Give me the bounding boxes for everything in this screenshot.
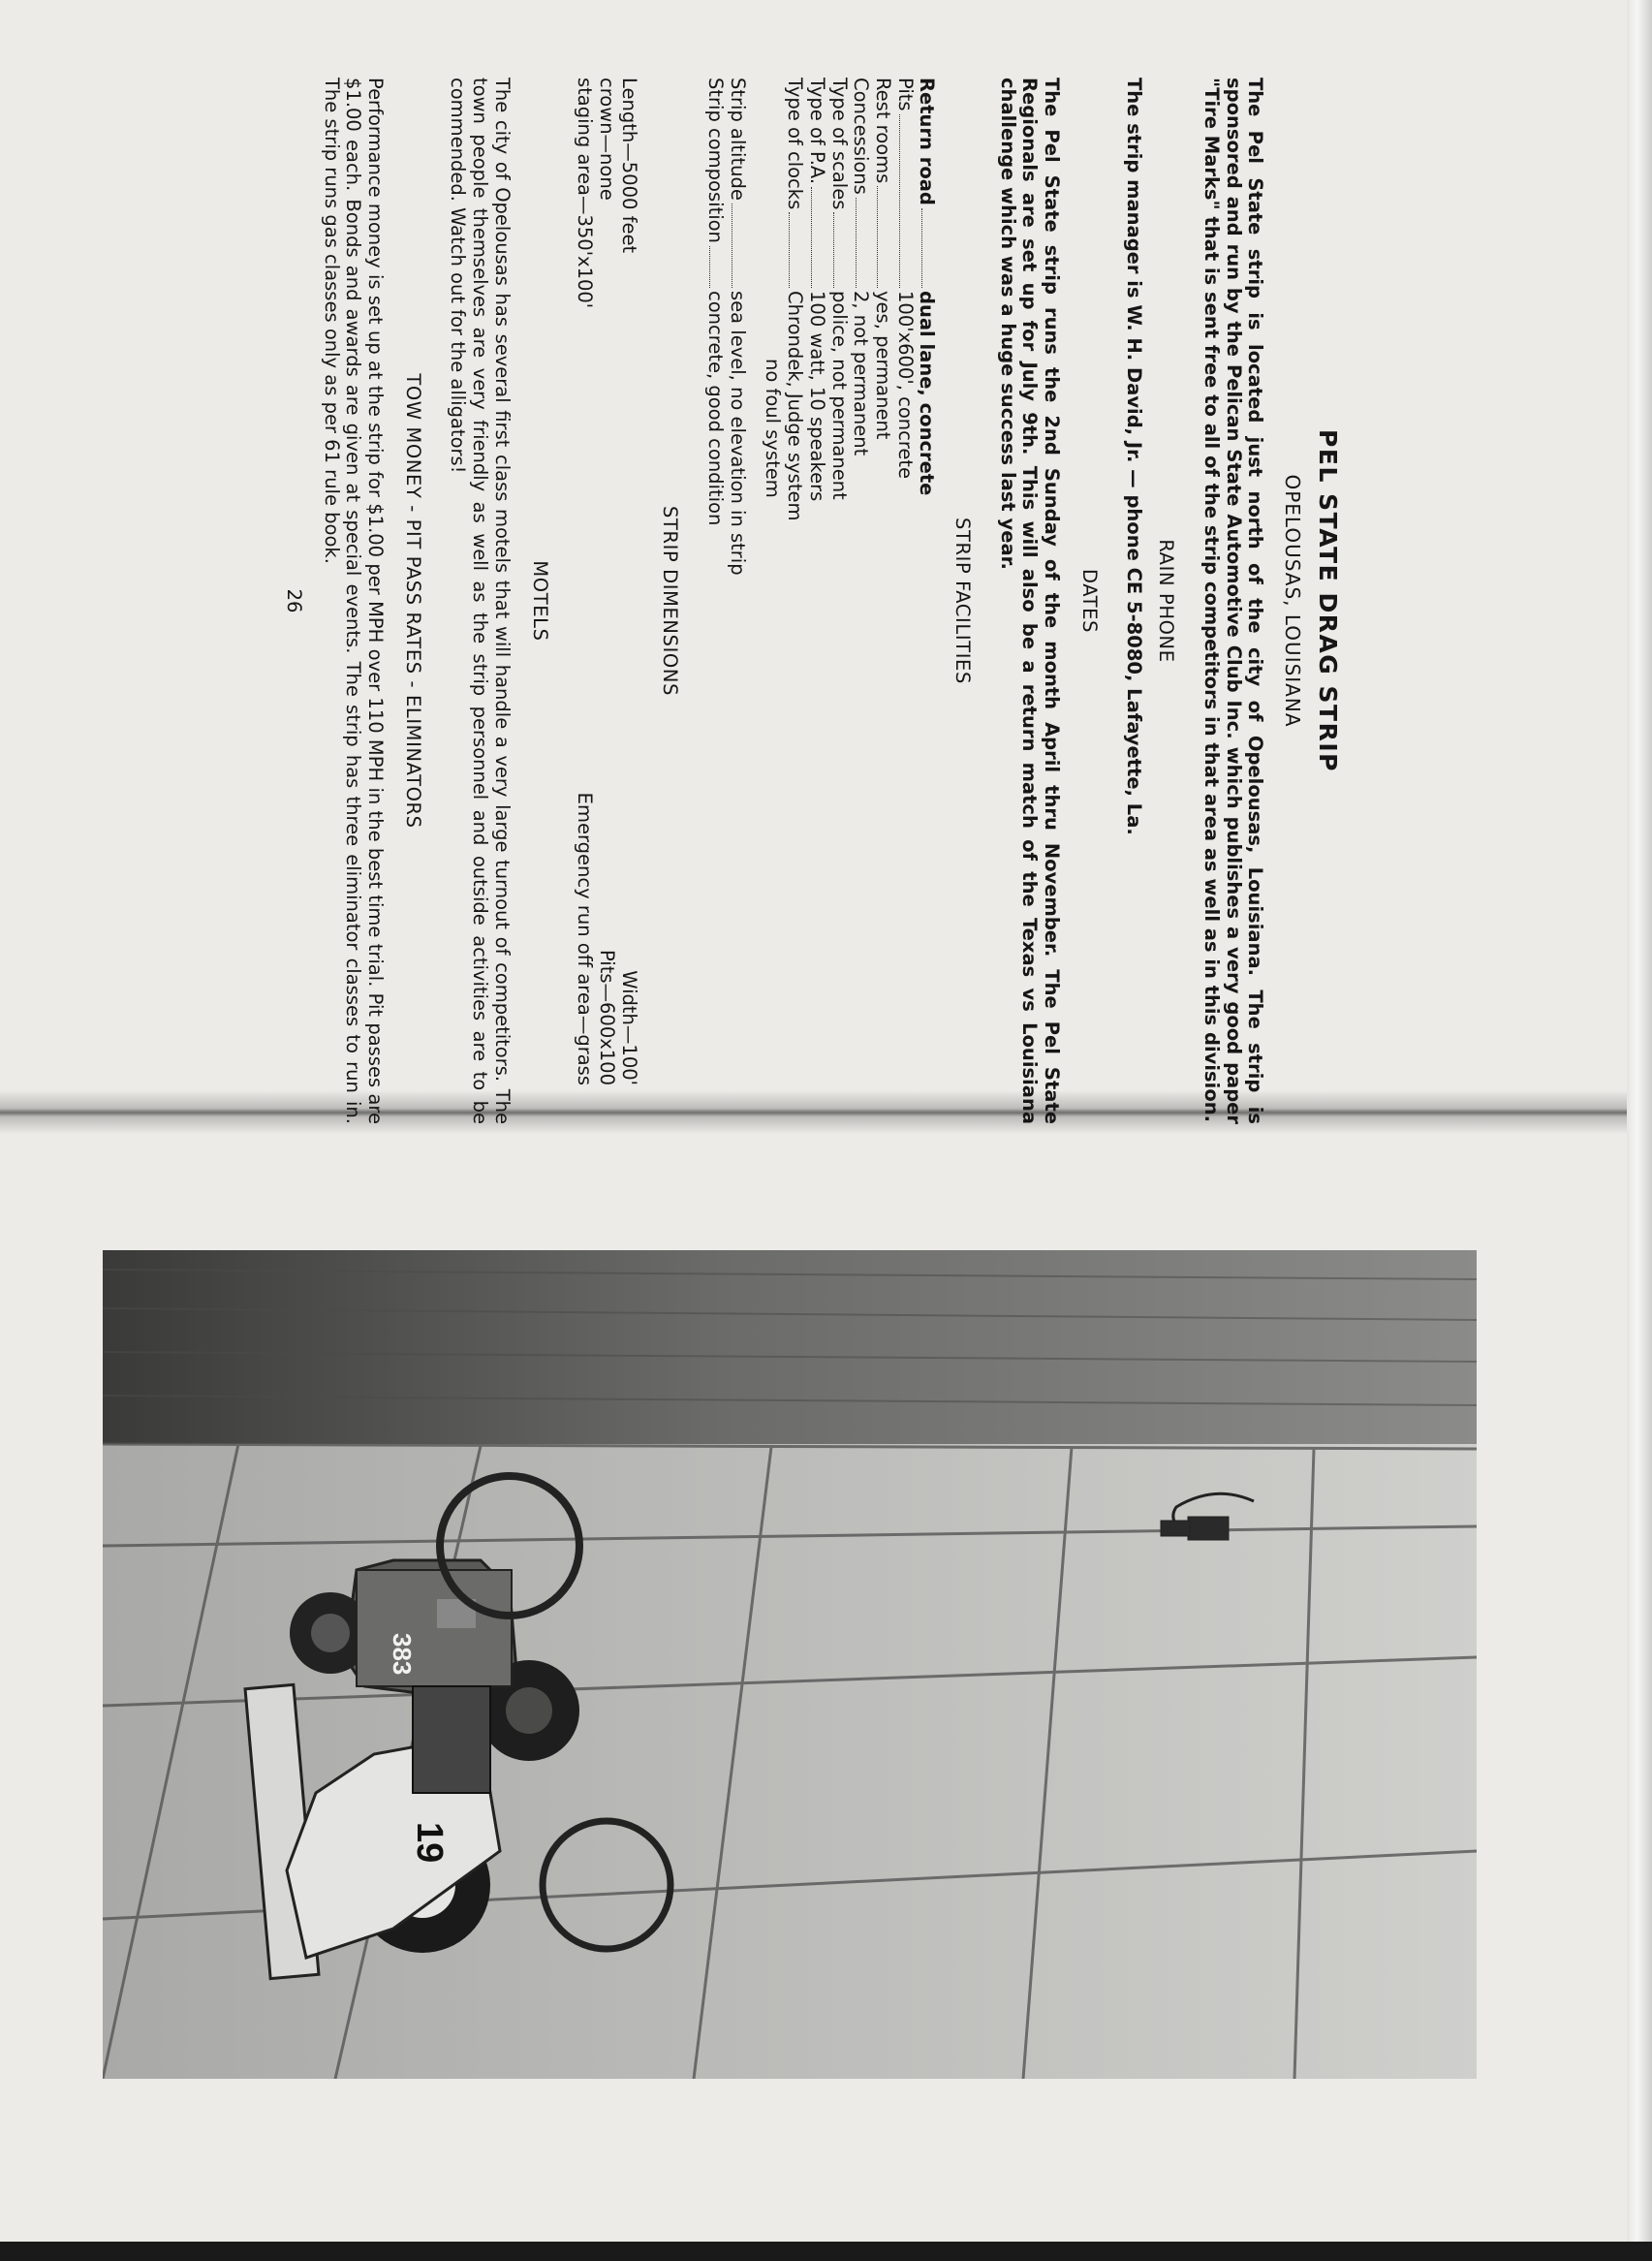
dimension-emergency: Emergency run off area—grass	[574, 792, 597, 1085]
facility-value: dual lane, concrete	[916, 291, 939, 496]
manager-line: The strip manager is W. H. David, Jr. — phone CE 5-8080, Lafayette, La.	[1123, 78, 1146, 835]
svg-text:383: 383	[388, 1633, 417, 1676]
facility-row	[871, 78, 893, 1124]
facility-value: police, not permanent	[827, 291, 851, 500]
intro-paragraph: The Pel State strip is located just north of the city of Opelousas, Louisiana. The strip is sponsored and run by the Pelican State Automotive Club Inc. which publishes a very good paper "Tire Marks" that is sent free to all of the strip competitors in that area as well as in this division.	[1200, 78, 1267, 1124]
dimension-staging: staging area—350'x100'	[574, 78, 597, 309]
dimensions-heading: STRIP DIMENSIONS	[659, 505, 682, 697]
facility-value: 100'x600', concrete	[893, 291, 917, 480]
facility-row	[893, 78, 916, 1124]
dates-heading: DATES	[1077, 568, 1101, 634]
facility-row	[762, 78, 784, 1124]
facility-label: Type of P.A.	[805, 78, 828, 185]
page-number: 26	[282, 588, 305, 613]
rain-phone-heading: RAIN PHONE	[1155, 539, 1178, 663]
facility-label: Strip altitude	[726, 78, 749, 201]
tow-money-heading: TOW MONEY - PIT PASS RATES - ELIMINATORS	[401, 373, 424, 829]
page-title: PEL STATE DRAG STRIP	[1314, 429, 1342, 772]
facility-value: sea level, no elevation in strip	[726, 291, 749, 576]
facility-value: 100 watt, 10 speakers	[805, 291, 828, 502]
facilities-list	[703, 78, 937, 1124]
dates-paragraph: The Pel State strip runs the 2nd Sunday of the month April thru November. The Pel State Regionals are set up for July 9th. This will also be a return match of the Texas vs Louisiana challenge which was a huge success last year.	[996, 78, 1064, 1124]
facility-label: Concessions	[850, 78, 873, 195]
dimensions-right	[574, 793, 639, 1124]
dimension-pits: Pits—600x100	[595, 949, 618, 1085]
tow-money-paragraph: Performance money is set up at the strip for $1.00 per MPH over 110 MPH in the best time trial. Pit passes are $1.00 each. Bonds and awards are given at special events. The strip has three eliminator classes to run in. The strip runs gas classes only as per 61 rule book.	[320, 78, 388, 1124]
page-subtitle: OPELOUSAS, LOUISIANA	[1281, 474, 1304, 728]
dimension-length: Length—5000 feet	[617, 78, 640, 254]
motels-paragraph: The city of Opelousas has several first class motels that will handle a very large turnout of competitors. The town people themselves are very friendly as well as the strip personnel and outside activities are to be commended. Watch out for the alligators!	[447, 78, 514, 1124]
facility-label: Type of clocks	[784, 78, 807, 210]
facility-label: Return road	[916, 78, 939, 205]
dimensions-left	[574, 78, 639, 308]
facility-row	[827, 78, 850, 1124]
facility-value: yes, permanent	[871, 291, 894, 440]
facility-label: Type of scales	[827, 78, 851, 210]
motels-heading: MOTELS	[528, 560, 551, 642]
facility-value: no foul system	[762, 359, 785, 498]
dimension-crown: crown—none	[595, 78, 618, 201]
facility-row	[726, 78, 748, 1124]
facilities-heading: STRIP FACILITIES	[951, 518, 974, 684]
facility-label: Pits	[893, 78, 917, 111]
page-edge	[1627, 0, 1652, 2261]
facility-value: 2, not permanent	[850, 291, 873, 456]
dimension-width: Width—100'	[617, 970, 640, 1085]
facility-row	[805, 78, 827, 1124]
facility-value: concrete, good condition	[704, 291, 728, 526]
facility-row	[916, 78, 938, 1124]
text-page	[0, 78, 1342, 1124]
facility-label: Rest rooms	[871, 78, 894, 184]
bottom-shadow	[0, 2242, 1652, 2261]
drag-race-photo	[103, 1250, 1477, 2079]
svg-text:19: 19	[409, 1822, 450, 1864]
facility-row	[783, 78, 805, 1124]
facility-row	[850, 78, 872, 1124]
dimensions-block	[574, 78, 639, 1124]
facility-label: Strip composition	[704, 78, 728, 243]
facility-row	[703, 78, 726, 1124]
facility-value: Chrondek, Judge system	[784, 291, 807, 521]
